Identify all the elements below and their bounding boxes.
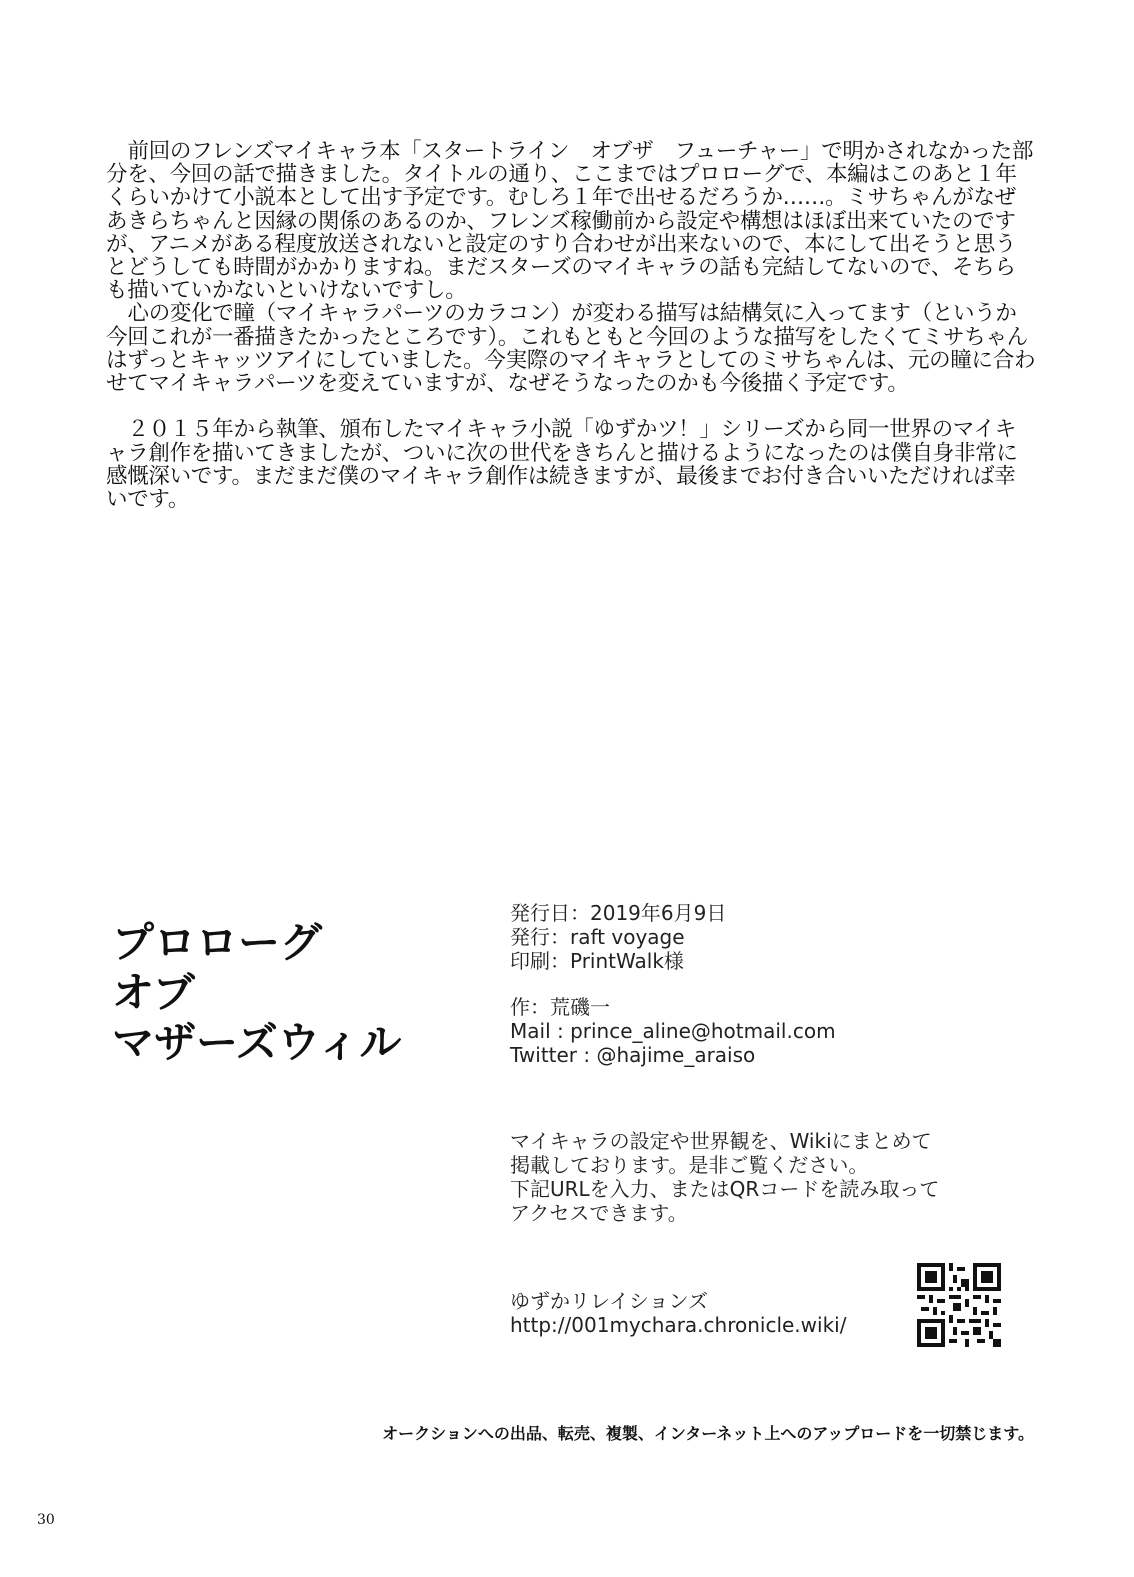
book-title-line: プロローグ bbox=[112, 918, 323, 967]
wiki-note-line: 下記URLを入力、またはQRコードを読み取って bbox=[510, 1177, 940, 1201]
wiki-note-line: アクセスできます。 bbox=[510, 1201, 688, 1225]
afterword-paragraph: ２０１５年から執筆、頒布したマイキャラ小説「ゆずかツ！」シリーズから同一世界のマイキャラ創作を描いてきましたが、ついに次の世代をきちんと描けるようになったのは僕自身非常に感慨深いです。まだまだ僕のマイキャラ創作は続きますが、最後までお付き合いいただければ幸いです。 bbox=[106, 417, 1018, 513]
author: 作：荒磯一 bbox=[510, 995, 610, 1019]
book-title bbox=[112, 918, 401, 1068]
wiki-link-block bbox=[510, 1289, 846, 1337]
wiki-name: ゆずかリレイションズ bbox=[510, 1289, 708, 1313]
author-mail: Mail : prince_aline@hotmail.com bbox=[510, 1019, 836, 1043]
copyright-notice: オークションへの出品、転売、複製、インターネット上へのアップロードを一切禁じます。 bbox=[382, 1424, 1034, 1443]
author-info bbox=[510, 995, 1030, 1067]
qr-code-icon[interactable] bbox=[917, 1263, 1001, 1347]
afterword-paragraph: 前回のフレンズマイキャラ本「スタートライン オブザ フューチャー」で明かされなかった部分を、今回の話で描きました。タイトルの通り、ここまではプロローグで、本編はこのあと１年くらいかけて小説本として出す予定です。むしろ１年で出せるだろうか……。ミサちゃんがなぜあきらちゃんと因縁の関係のあるのか、フレンズ稼働前から設定や構想はほぼ出来ていたのですが、アニメがある程度放送されないと設定のすり合わせが出来ないので、本にして出そうと思うとどうしても時間がかかりますね。まだスターズのマイキャラの話も完結してないので、そちらも描いていかないといけないですし。 bbox=[106, 139, 1034, 304]
book-title-line: マザーズウィル bbox=[112, 1018, 402, 1067]
afterword-text bbox=[106, 140, 1036, 511]
publish-date: 発行日：2019年6月9日 bbox=[510, 901, 727, 925]
publication-info bbox=[510, 901, 1030, 973]
wiki-url[interactable]: http://001mychara.chronicle.wiki/ bbox=[510, 1313, 847, 1337]
colophon bbox=[510, 901, 1030, 1337]
wiki-note bbox=[510, 1129, 939, 1225]
wiki-note-line: マイキャラの設定や世界観を、Wikiにまとめて bbox=[510, 1129, 932, 1153]
printer: 印刷：PrintWalk様 bbox=[510, 949, 684, 973]
book-title-line: オブ bbox=[112, 968, 195, 1017]
publisher: 発行：raft voyage bbox=[510, 925, 685, 949]
wiki-note-line: 掲載しております。是非ご覧ください。 bbox=[510, 1153, 869, 1177]
author-twitter: Twitter : @hajime_araiso bbox=[510, 1043, 756, 1067]
page-number: 30 bbox=[37, 1512, 55, 1528]
afterword-paragraph: 心の変化で瞳（マイキャラパーツのカラコン）が変わる描写は結構気に入ってます（というか今回これが一番描きたかったところです）。これもともと今回のような描写をしたくてミサちゃんはずっとキャッツアイにしていました。今実際のマイキャラとしてのミサちゃんは、元の瞳に合わせてマイキャラパーツを変えていますが、なぜそうなったのかも今後描く予定です。 bbox=[106, 301, 1036, 397]
